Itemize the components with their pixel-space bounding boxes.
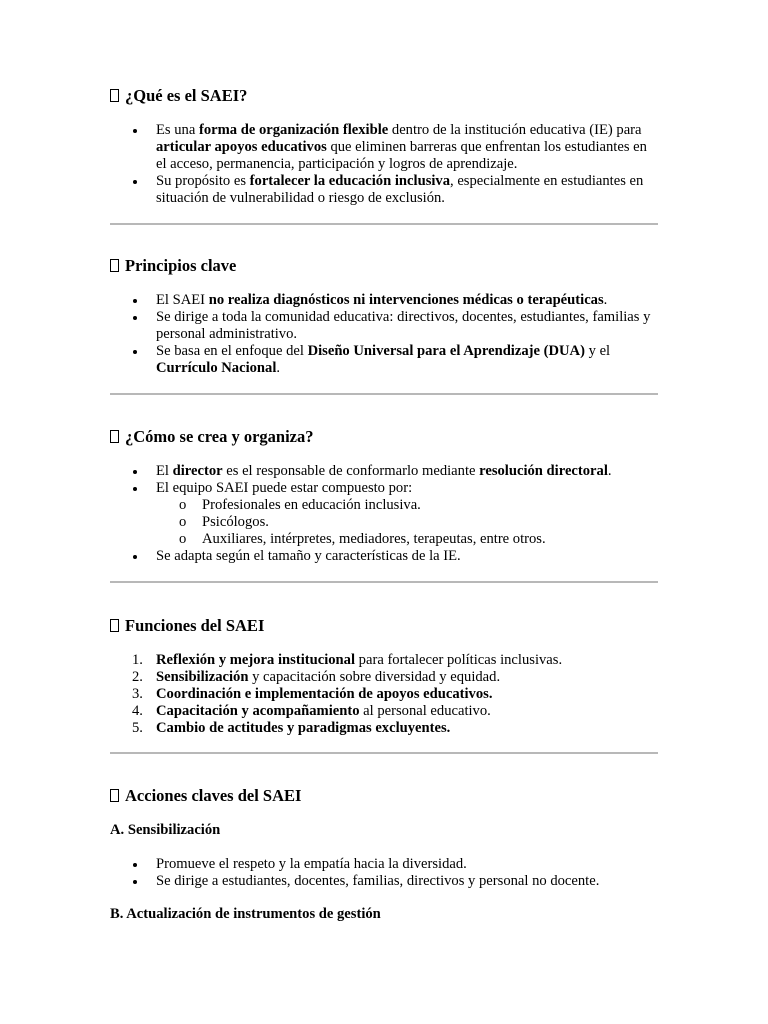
list-item: Su propósito es fortalecer la educación inclusiva, especialmente en estudiantes en situación de vulnerabilidad o riesgo de exclusión. bbox=[110, 173, 658, 207]
list-item: 4. Capacitación y acompañamiento al personal educativo. bbox=[132, 703, 491, 719]
list-item: 5. Cambio de actitudes y paradigmas excluyentes. bbox=[132, 720, 451, 736]
bullet-list bbox=[110, 856, 658, 890]
section-que-es bbox=[110, 86, 658, 207]
subheading: A. Sensibilización bbox=[110, 822, 221, 838]
numbered-list bbox=[110, 652, 658, 737]
list-item: Se dirige a estudiantes, docentes, familias, directivos y personal no docente. bbox=[110, 873, 658, 890]
list-item: Promueve el respeto y la empatía hacia la diversidad. bbox=[110, 856, 658, 873]
sub-list bbox=[110, 497, 658, 548]
list-item: 1. Reflexión y mejora institucional para fortalecer políticas inclusivas. bbox=[132, 652, 563, 668]
sub-list-item: o Profesionales en educación inclusiva. bbox=[179, 497, 421, 513]
section-divider bbox=[110, 581, 658, 583]
section-acciones bbox=[110, 786, 658, 923]
bullet-list bbox=[110, 463, 658, 497]
list-item: 2. Sensibilización y capacitación sobre diversidad y equidad. bbox=[132, 669, 501, 685]
section-heading: Principios clave bbox=[110, 256, 658, 276]
section-heading: Funciones del SAEI bbox=[110, 616, 658, 636]
missing-glyph-icon bbox=[110, 430, 119, 443]
list-item: Es una forma de organización flexible dentro de la institución educativa (IE) para articular apoyos educativos que eliminen barreras que enfrentan los estudiantes en el acceso, permanencia, participación y logros de aprendizaje. bbox=[110, 122, 658, 173]
section-heading: ¿Cómo se crea y organiza? bbox=[110, 427, 658, 447]
section-heading: Acciones claves del SAEI bbox=[110, 786, 658, 806]
sub-list-item: o Auxiliares, intérpretes, mediadores, terapeutas, entre otros. bbox=[179, 531, 546, 547]
section-funciones bbox=[110, 616, 658, 737]
section-divider bbox=[110, 752, 658, 754]
list-item: Se dirige a toda la comunidad educativa: directivos, docentes, estudiantes, familias y personal administrativo. bbox=[110, 309, 658, 343]
list-item: El SAEI no realiza diagnósticos ni intervenciones médicas o terapéuticas. bbox=[110, 292, 658, 309]
list-item: 3. Coordinación e implementación de apoyos educativos. bbox=[132, 686, 493, 702]
list-item: Se basa en el enfoque del Diseño Universal para el Aprendizaje (DUA) y el Currículo Nacional. bbox=[110, 343, 658, 377]
list-item: El director es el responsable de conformarlo mediante resolución directoral. bbox=[110, 463, 658, 480]
missing-glyph-icon bbox=[110, 619, 119, 632]
section-como-se-crea bbox=[110, 427, 658, 565]
missing-glyph-icon bbox=[110, 89, 119, 102]
bullet-list bbox=[110, 292, 658, 377]
sub-list-item: o Psicólogos. bbox=[179, 514, 269, 530]
section-divider bbox=[110, 223, 658, 225]
bullet-list bbox=[110, 122, 658, 207]
list-item: El equipo SAEI puede estar compuesto por: bbox=[110, 480, 658, 497]
subheading: B. Actualización de instrumentos de gestión bbox=[110, 906, 381, 922]
section-heading: ¿Qué es el SAEI? bbox=[110, 86, 658, 106]
missing-glyph-icon bbox=[110, 259, 119, 272]
bullet-list bbox=[110, 548, 658, 565]
list-item: Se adapta según el tamaño y características de la IE. bbox=[110, 548, 658, 565]
section-principios bbox=[110, 256, 658, 377]
section-divider bbox=[110, 393, 658, 395]
missing-glyph-icon bbox=[110, 789, 119, 802]
